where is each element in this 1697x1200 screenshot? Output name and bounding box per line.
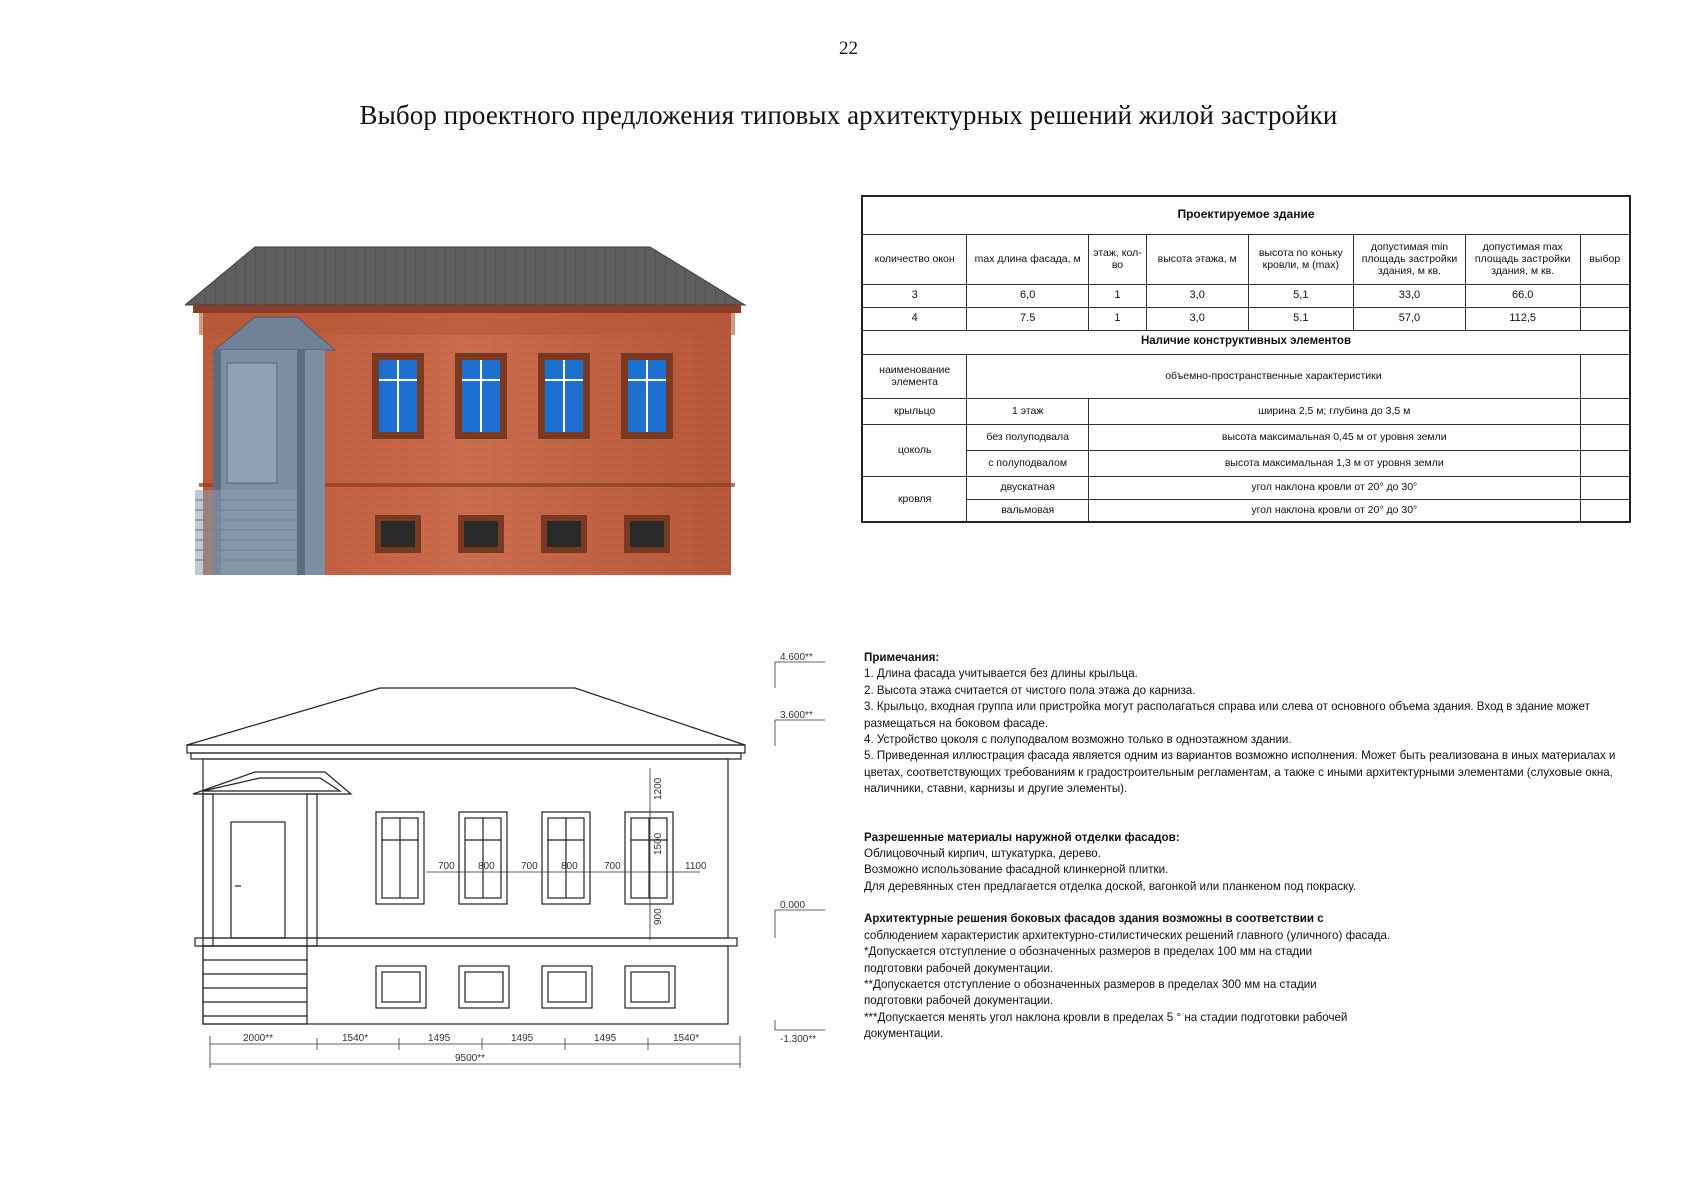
material-item: Для деревянных стен предлагается отделка доской, вагонкой или планкеном под покраску. [864, 879, 1357, 893]
roof-value-1: угол наклона кровли от 20° до 30° [1089, 476, 1580, 499]
choice-cell[interactable] [1580, 450, 1630, 476]
vertical-dim-2: 1500 [653, 832, 664, 855]
table-cell: 7.5 [967, 307, 1089, 330]
table-cell: 4 [862, 307, 967, 330]
col-header-min-area: допустимая min площадь застройки здания, м кв. [1354, 234, 1466, 284]
plinth-variant-1: без полуподвала [967, 424, 1089, 450]
color-facade-illustration [185, 245, 750, 575]
choice-cell[interactable] [1580, 398, 1630, 424]
roof-variant-2: вальмовая [967, 499, 1089, 522]
table-cell: 57,0 [1354, 307, 1466, 330]
note-item: 3. Крыльцо, входная группа или пристройка могут располагаться справа или слева от основного объема здания. Вход в здание может размещаться на боковом фасаде. [864, 700, 1590, 730]
choice-cell[interactable] [1580, 424, 1630, 450]
roof-variant-1: двускатная [967, 476, 1089, 499]
level-label-cornice: 3.600** [780, 710, 813, 721]
roof-name: кровля [862, 476, 967, 522]
table-row [862, 284, 1630, 307]
plinth-value-2: высота максимальная 1,3 м от уровня земли [1089, 450, 1580, 476]
bottom-dim-4: 1495 [511, 1033, 534, 1044]
note-item: 2. Высота этажа считается от чистого пола этажа до карниза. [864, 683, 1196, 697]
table-header-row [862, 234, 1630, 284]
side-note-line: **Допускается отступление о обозначенных размеров в пределах 300 мм на стадии [864, 977, 1317, 991]
plinth-name: цоколь [862, 424, 967, 476]
table-row [862, 398, 1630, 424]
side-note-line: подготовки рабочей документации. [864, 961, 1054, 975]
window-dim-2: 800 [478, 861, 495, 872]
plinth-value-1: высота максимальная 0,45 м от уровня земли [1089, 424, 1580, 450]
note-item: 4. Устройство цоколя с полуподвалом возможно только в одноэтажном здании. [864, 733, 1292, 747]
window-dim-3: 700 [521, 861, 538, 872]
table-cell: 6,0 [967, 284, 1089, 307]
bottom-dim-2: 1540* [342, 1033, 369, 1044]
table-title: Проектируемое здание [862, 196, 1630, 234]
table-row [862, 450, 1630, 476]
element-name-header: наименование элемента [862, 354, 967, 398]
table-cell: 3 [862, 284, 967, 307]
side-note-line: ***Допускается менять угол наклона кровли в пределах 5 ° на стадии подготовки рабочей [864, 1010, 1348, 1024]
elements-title: Наличие конструктивных элементов [862, 330, 1630, 354]
level-label-roof: 4.600** [780, 652, 813, 663]
porch-value: ширина 2,5 м; глубина до 3,5 м [1089, 398, 1580, 424]
vertical-dim-1: 1200 [653, 777, 664, 800]
table-row [862, 307, 1630, 330]
side-facades-heading: Архитектурные решения боковых фасадов здания возможны в соответствии с [864, 912, 1324, 926]
col-header-facade-length: max длина фасада, м [967, 234, 1089, 284]
vertical-dim-3: 900 [653, 908, 664, 925]
facade-line-drawing [185, 650, 825, 1070]
total-dim: 9500** [455, 1053, 486, 1064]
col-header-max-area: допустимая max площадь застройки здания, м кв. [1465, 234, 1580, 284]
bottom-dim-3: 1495 [428, 1033, 451, 1044]
table-cell: 1 [1089, 284, 1147, 307]
table-cell: 5.1 [1248, 307, 1354, 330]
window-dim-1: 700 [438, 861, 455, 872]
roof [185, 247, 745, 305]
specification-table [861, 195, 1631, 523]
table-cell: 1 [1089, 307, 1147, 330]
roof-outline [187, 688, 745, 745]
choice-cell[interactable] [1580, 499, 1630, 522]
table-cell [1580, 354, 1630, 398]
col-header-windows: количество окон [862, 234, 967, 284]
bottom-dim-6: 1540* [673, 1033, 700, 1044]
table-row [862, 424, 1630, 450]
porch-variant: 1 этаж [967, 398, 1089, 424]
choice-cell[interactable] [1580, 284, 1630, 307]
window-dim-5: 700 [604, 861, 621, 872]
side-note-line: подготовки рабочей документации. [864, 994, 1054, 1008]
roof-value-2: угол наклона кровли от 20° до 30° [1089, 499, 1580, 522]
window-dim-6: 1100 [685, 861, 707, 872]
note-item: 1. Длина фасада учитывается без длины крыльца. [864, 667, 1138, 681]
side-note-line: соблюдением характеристик архитектурно-стилистических решений главного (уличного) фасада. [864, 928, 1391, 942]
table-cell: 33,0 [1354, 284, 1466, 307]
level-label-ground: -1.300** [780, 1034, 817, 1045]
choice-cell[interactable] [1580, 307, 1630, 330]
col-header-choice: выбор [1580, 234, 1630, 284]
bottom-dim-1: 2000** [243, 1033, 274, 1044]
level-label-zero: 0.000 [780, 900, 806, 911]
table-cell: 3,0 [1146, 284, 1248, 307]
table-cell: 5,1 [1248, 284, 1354, 307]
notes-section [864, 650, 1634, 1043]
porch-name: крыльцо [862, 398, 967, 424]
material-item: Возможно использование фасадной клинкерной плитки. [864, 863, 1169, 877]
table-cell: 3,0 [1146, 307, 1248, 330]
table-cell: 66.0 [1465, 284, 1580, 307]
page-number: 22 [839, 38, 858, 59]
side-note-line: документации. [864, 1027, 944, 1041]
material-item: Облицовочный кирпич, штукатурка, дерево. [864, 847, 1101, 861]
materials-heading: Разрешенные материалы наружной отделки фасадов: [864, 830, 1180, 844]
side-note-line: *Допускается отступление о обозначенных размеров в пределах 100 мм на стадии [864, 945, 1313, 959]
col-header-floor-height: высота этажа, м [1146, 234, 1248, 284]
col-header-ridge-height: высота по коньку кровли, м (max) [1248, 234, 1354, 284]
choice-cell[interactable] [1580, 476, 1630, 499]
characteristics-header: объемно-пространственные характеристики [967, 354, 1580, 398]
col-header-floors: этаж, кол-во [1089, 234, 1147, 284]
porch [195, 317, 335, 575]
window-dim-4: 800 [561, 861, 578, 872]
note-item: 5. Приведенная иллюстрация фасада является одним из вариантов возможно исполнения. Может быть реализована в иных материалах и цветах, соответствующих требованиям к градостроительным регламентам, а также с иными архитектурными элементами (слуховые окна, наличники, ставни, карнизы и другие элементы). [864, 749, 1616, 796]
notes-heading: Примечания: [864, 651, 940, 664]
table-cell: 112,5 [1465, 307, 1580, 330]
table-row [862, 499, 1630, 522]
page-title: Выбор проектного предложения типовых архитектурных решений жилой застройки [359, 100, 1338, 130]
plinth-variant-2: с полуподвалом [967, 450, 1089, 476]
table-row [862, 476, 1630, 499]
bottom-dim-5: 1495 [594, 1033, 617, 1044]
